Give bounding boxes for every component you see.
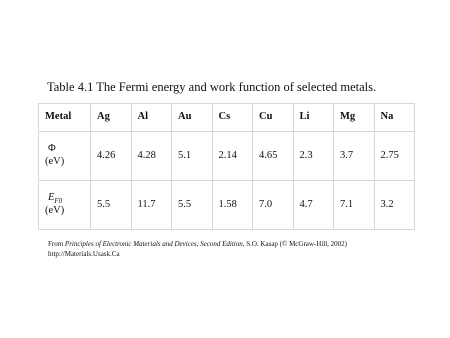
row-label-fermi-energy: [39, 181, 91, 230]
fermi-energy-symbol: $E_{F0}$: [48, 191, 63, 206]
header-cell-metal: Metal: [39, 104, 91, 132]
table-cell: 2.75: [374, 132, 415, 181]
table-row-work-function: [39, 132, 415, 181]
table-cell: 1.58: [212, 181, 253, 230]
table-cell: 3.2: [374, 181, 415, 230]
header-cell-metal-name: Al: [131, 104, 172, 132]
header-cell-metal-name: Na: [374, 104, 415, 132]
header-cell-metal-name: Ag: [91, 104, 132, 132]
header-cell-metal-name: Cs: [212, 104, 253, 132]
table-cell: 7.0: [253, 181, 294, 230]
table-cell: 2.14: [212, 132, 253, 181]
fermi-energy-table: [38, 103, 415, 230]
table-cell: 5.5: [91, 181, 132, 230]
header-cell-metal-name: Au: [172, 104, 213, 132]
table-cell: 4.7: [293, 181, 334, 230]
table-cell: 4.28: [131, 132, 172, 181]
source-citation: [48, 239, 347, 259]
work-function-symbol: Φ: [48, 143, 56, 155]
citation-url: http://Materials.Usask.Ca: [48, 250, 120, 258]
table-cell: 11.7: [131, 181, 172, 230]
table-caption: Table 4.1 The Fermi energy and work function of selected metals.: [47, 80, 377, 94]
table-row-fermi-energy: [39, 181, 415, 230]
table-header-row: [39, 104, 415, 132]
table-cell: 5.5: [172, 181, 213, 230]
fermi-energy-subscript: F0: [54, 197, 63, 206]
table-container: [38, 103, 415, 230]
row-unit-label: (eV): [45, 205, 65, 217]
table-cell: 5.1: [172, 132, 213, 181]
table-cell: 7.1: [334, 181, 375, 230]
row-label-work-function: [39, 132, 91, 181]
table-cell: 4.65: [253, 132, 294, 181]
table-cell: 2.3: [293, 132, 334, 181]
header-cell-metal-name: Li: [293, 104, 334, 132]
header-cell-metal-name: Mg: [334, 104, 375, 132]
header-cell-metal-name: Cu: [253, 104, 294, 132]
book-title: Principles of Electronic Materials and Devices, Second Edition,: [64, 240, 245, 248]
row-unit-label: (eV): [45, 156, 65, 167]
table-cell: 4.26: [91, 132, 132, 181]
table-cell: 3.7: [334, 132, 375, 181]
citation-line: From Principles of Electronic Materials and Devices, Second Edition, S.O. Kasap (© McGraw-Hill, 2002): [48, 240, 348, 248]
